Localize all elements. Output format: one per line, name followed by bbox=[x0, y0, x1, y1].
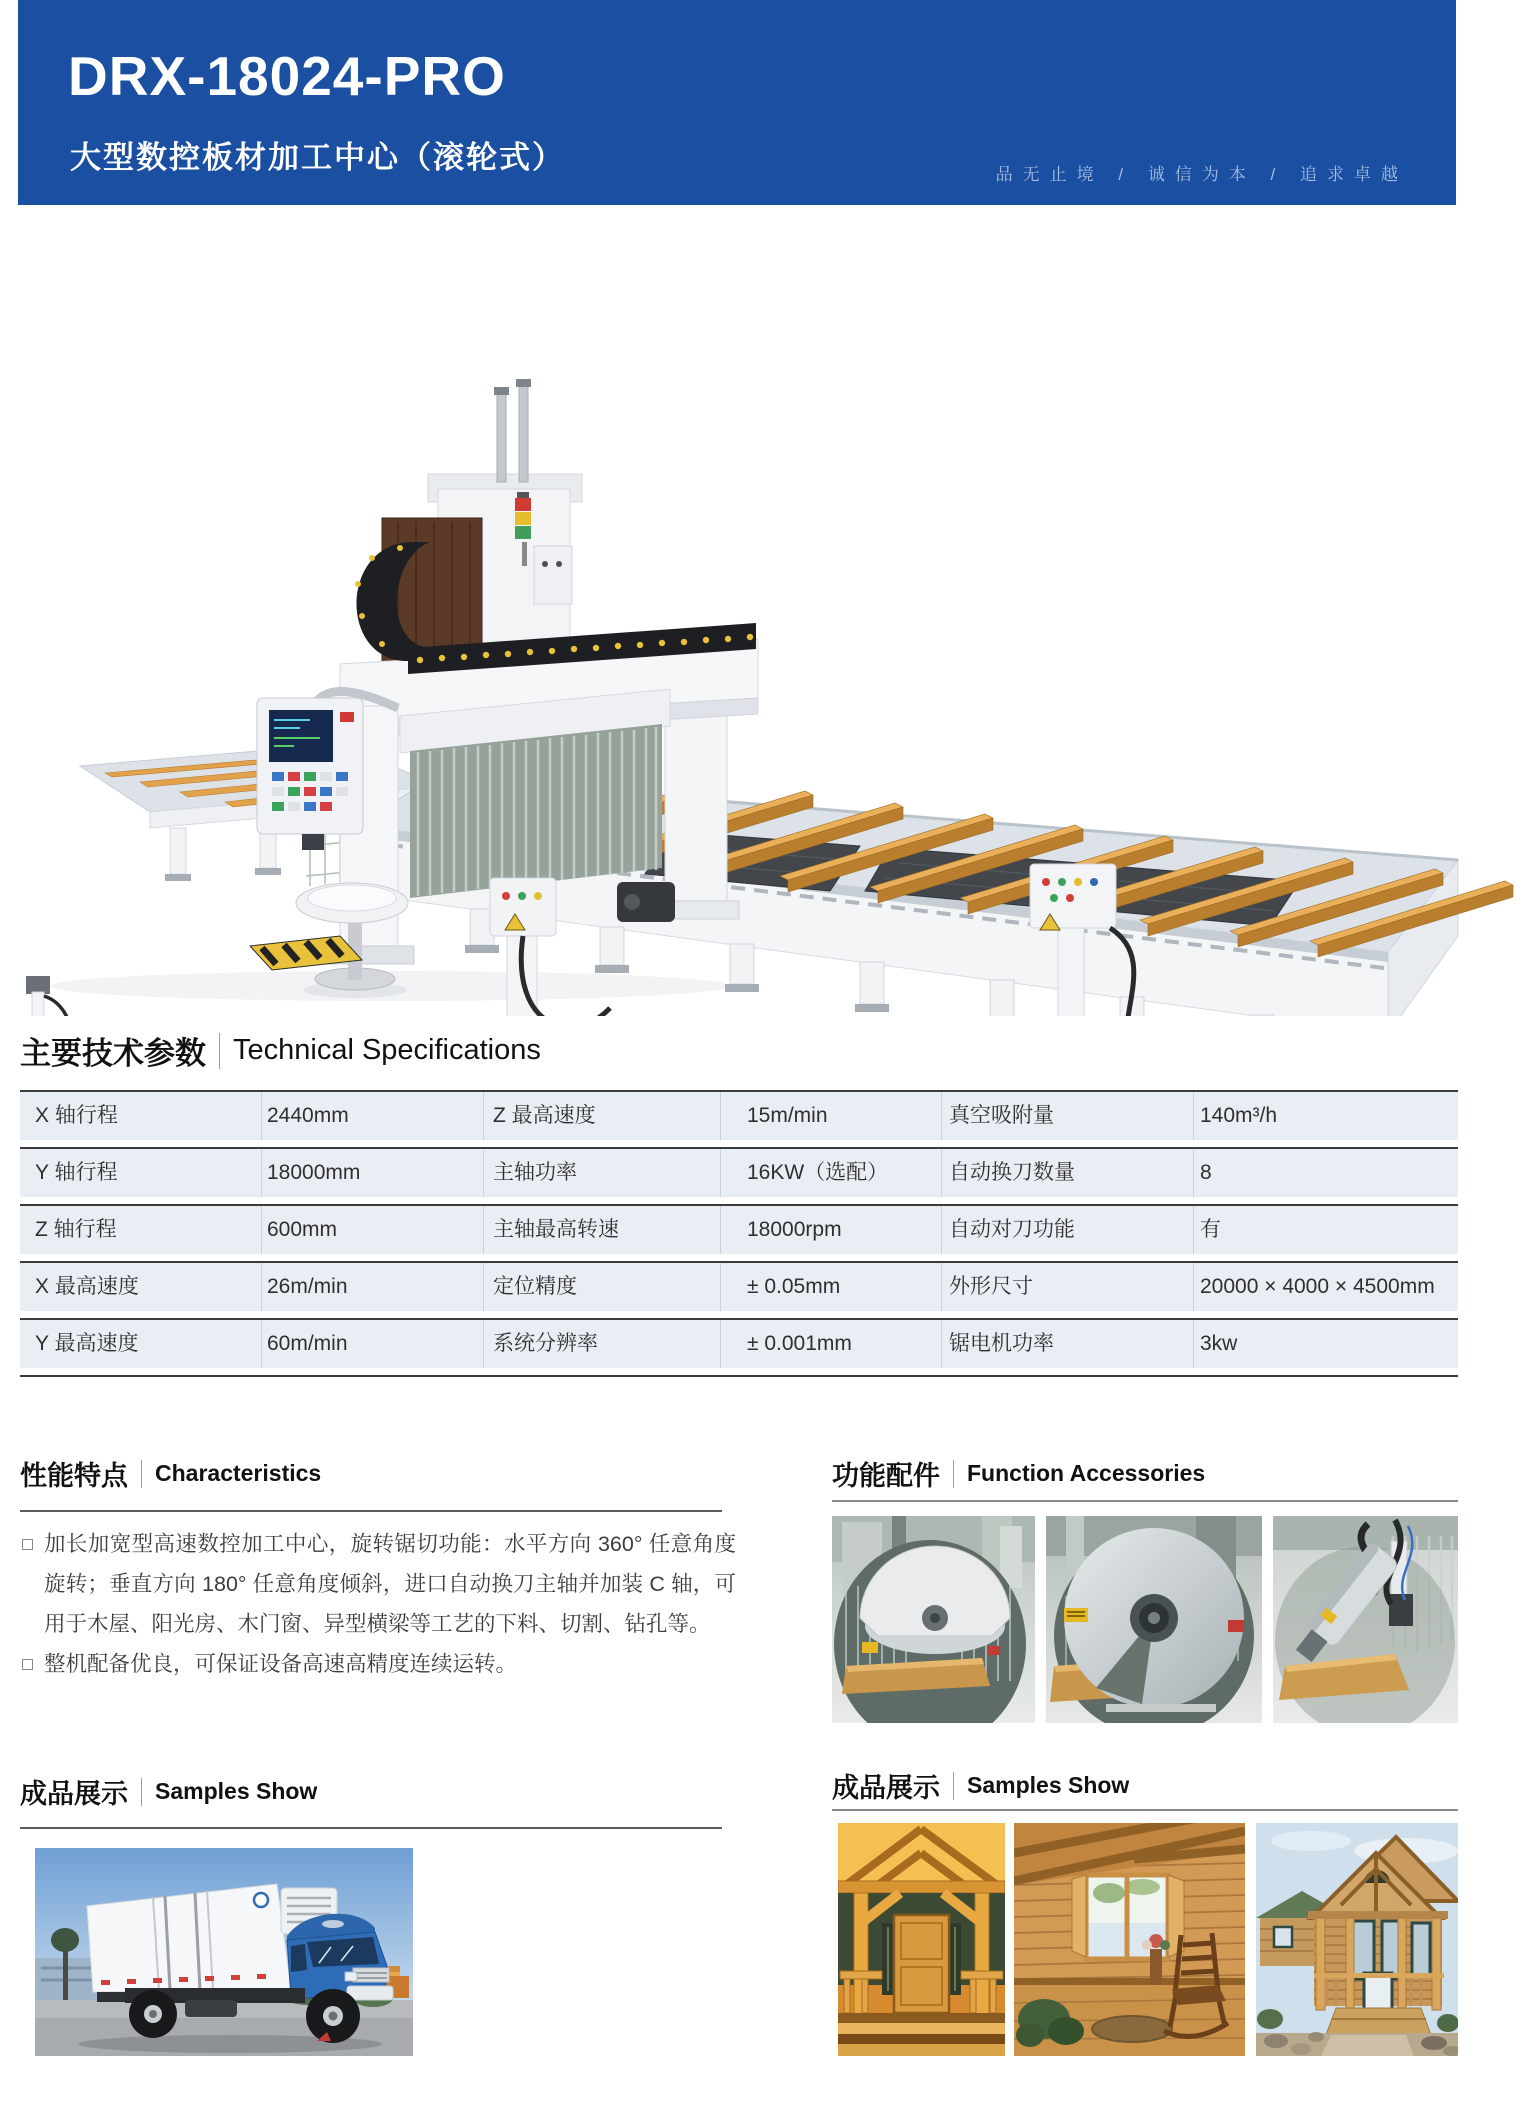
spec-value: ± 0.05mm bbox=[747, 1275, 841, 1298]
characteristic-item bbox=[20, 1524, 736, 1644]
spec-label: 外形尺寸 bbox=[949, 1275, 1033, 1298]
sample-image-refrigerated-truck bbox=[35, 1848, 413, 2056]
spec-label: Z 轴行程 bbox=[35, 1218, 117, 1241]
specs-heading-cn: 主要技术参数 bbox=[20, 1036, 206, 1071]
samples-left-heading bbox=[20, 1772, 317, 1811]
accessories-heading-en: Function Accessories bbox=[967, 1460, 1206, 1486]
product-subtitle: 大型数控板材加工中心（滚轮式） bbox=[70, 140, 565, 175]
spec-label: 自动换刀数量 bbox=[949, 1161, 1075, 1184]
spec-value: 20000 × 4000 × 4500mm bbox=[1200, 1275, 1435, 1298]
characteristic-text: 加长加宽型高速数控加工中心，旋转锯切功能：水平方向 360° 任意角度旋转；垂直方向 180° 任意角度倾斜，进口自动换刀主轴并加装 C 轴，可用于木屋、阳光房、木门窗、异型横梁等工艺的下料、切割、钻孔等。 bbox=[44, 1532, 736, 1636]
spec-value: 8 bbox=[1200, 1161, 1212, 1184]
samples-left-heading-cn: 成品展示 bbox=[20, 1779, 128, 1809]
machine-photo bbox=[10, 246, 1515, 1016]
spec-value: 15m/min bbox=[747, 1104, 828, 1127]
sample-image-timber-entrance bbox=[838, 1823, 1005, 2056]
samples-left-heading-en: Samples Show bbox=[155, 1778, 318, 1804]
spec-label: X 轴行程 bbox=[35, 1104, 118, 1127]
characteristics-heading bbox=[20, 1454, 321, 1493]
samples-right-rule bbox=[832, 1809, 1458, 1811]
spec-value: 2440mm bbox=[267, 1104, 349, 1127]
spec-row bbox=[20, 1318, 1458, 1368]
accessories-rule bbox=[832, 1500, 1458, 1502]
spec-value: 有 bbox=[1200, 1218, 1221, 1241]
heading-divider bbox=[953, 1772, 954, 1800]
samples-right-heading bbox=[832, 1766, 1129, 1805]
accessory-image-saw-blade-with-guard bbox=[832, 1516, 1035, 1723]
brand-slogan: 品无止境 / 诚信为本 / 追求卓越 bbox=[995, 165, 1408, 184]
spec-label: Z 最高速度 bbox=[493, 1104, 596, 1127]
accessories-heading bbox=[832, 1454, 1205, 1493]
spec-value: 18000mm bbox=[267, 1161, 361, 1184]
table-bottom-line bbox=[20, 1375, 1458, 1377]
product-model: DRX-18024-PRO bbox=[68, 45, 506, 107]
spec-row bbox=[20, 1147, 1458, 1197]
specs-heading-en: Technical Specifications bbox=[233, 1034, 541, 1066]
heading-divider bbox=[141, 1778, 142, 1806]
spec-label: 自动对刀功能 bbox=[949, 1218, 1075, 1241]
samples-right-heading-en: Samples Show bbox=[967, 1772, 1130, 1798]
spec-value: ± 0.001mm bbox=[747, 1332, 852, 1355]
spec-value: 3kw bbox=[1200, 1332, 1238, 1355]
spec-row bbox=[20, 1204, 1458, 1254]
characteristics-heading-cn: 性能特点 bbox=[20, 1461, 128, 1491]
spec-label: 真空吸附量 bbox=[949, 1104, 1054, 1127]
spec-label: X 最高速度 bbox=[35, 1275, 139, 1298]
title-banner bbox=[18, 0, 1456, 205]
spec-label: 系统分辨率 bbox=[493, 1332, 598, 1355]
square-bullet-icon bbox=[22, 1659, 33, 1670]
spec-row bbox=[20, 1261, 1458, 1311]
accessory-image-circular-saw-blade bbox=[1046, 1516, 1262, 1723]
accessory-image-tilted-saw-spindle bbox=[1273, 1516, 1458, 1723]
specs-heading bbox=[20, 1028, 541, 1073]
spec-label: Y 最高速度 bbox=[35, 1332, 139, 1355]
characteristic-text: 整机配备优良，可保证设备高速高精度连续运转。 bbox=[44, 1652, 518, 1676]
spec-label: Y 轴行程 bbox=[35, 1161, 118, 1184]
characteristic-item bbox=[20, 1644, 736, 1684]
characteristics-heading-en: Characteristics bbox=[155, 1460, 322, 1486]
accessories-heading-cn: 功能配件 bbox=[832, 1461, 940, 1491]
heading-divider bbox=[953, 1460, 954, 1488]
sample-image-log-cabin-interior bbox=[1014, 1823, 1245, 2056]
spec-label: 主轴功率 bbox=[493, 1161, 577, 1184]
spec-table bbox=[20, 1090, 1458, 1377]
spec-value: 60m/min bbox=[267, 1332, 348, 1355]
spec-value: 16KW（选配） bbox=[747, 1161, 889, 1184]
characteristics-list bbox=[20, 1524, 736, 1684]
spec-label: 主轴最高转速 bbox=[493, 1218, 619, 1241]
square-bullet-icon bbox=[22, 1539, 33, 1550]
sample-image-log-house-exterior bbox=[1256, 1823, 1458, 2056]
spec-value: 600mm bbox=[267, 1218, 338, 1241]
spec-label: 定位精度 bbox=[493, 1275, 577, 1298]
spec-value: 26m/min bbox=[267, 1275, 348, 1298]
spec-value: 140m³/h bbox=[1200, 1104, 1278, 1127]
spec-value: 18000rpm bbox=[747, 1218, 842, 1241]
spec-label: 锯电机功率 bbox=[949, 1332, 1054, 1355]
samples-right-heading-cn: 成品展示 bbox=[832, 1773, 940, 1803]
spec-row bbox=[20, 1090, 1458, 1140]
characteristics-rule bbox=[20, 1510, 722, 1512]
samples-left-rule bbox=[20, 1827, 722, 1829]
heading-divider bbox=[141, 1460, 142, 1488]
heading-divider bbox=[219, 1033, 220, 1069]
